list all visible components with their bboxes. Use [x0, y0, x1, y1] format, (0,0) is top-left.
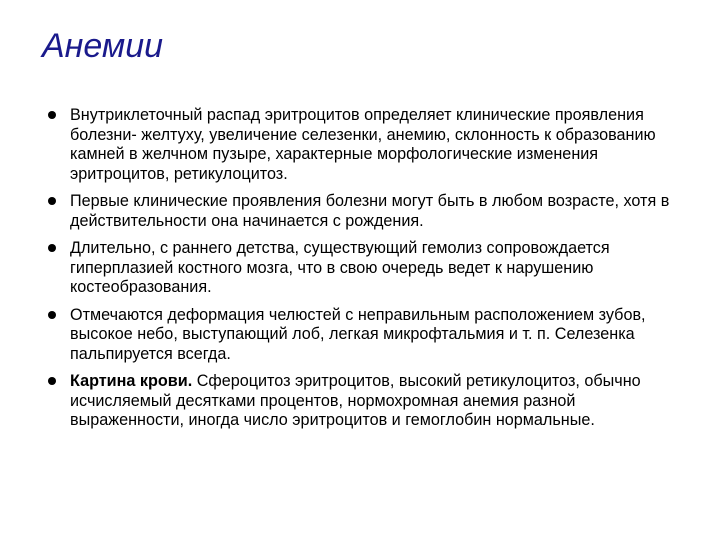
bullet-text: Внутриклеточный распад эритроцитов определяет клинические проявления болезни- желтуху, увеличение селезенки, анемию, склонность к образованию камней в желчном пузыре, характерные морфологические изменения эритроцитов, ретикулоцитоз. [70, 106, 656, 183]
bullet-item [48, 306, 678, 365]
bullet-text: Сфероцитоз эритроцитов, высокий ретикулоцитоз, обычно исчисляемый десятками процентов, нормохромная анемия разной выраженности, иногда число эритроцитов и гемоглобин нормальные. [70, 372, 641, 429]
bullet-list [48, 106, 678, 439]
bullet-dot-icon [48, 244, 56, 252]
bullet-text: Длительно, с раннего детства, существующий гемолиз сопровождается гиперплазией костного мозга, что в свою очередь ведет к нарушению костеобразования. [70, 239, 610, 296]
bullet-item [48, 106, 678, 184]
bullet-dot-icon [48, 197, 56, 205]
bullet-dot-icon [48, 111, 56, 119]
bullet-dot-icon [48, 377, 56, 385]
bullet-lead: Картина крови. [70, 372, 193, 390]
bullet-item [48, 239, 678, 298]
bullet-item [48, 192, 678, 231]
bullet-text: Первые клинические проявления болезни могут быть в любом возрасте, хотя в действительности она начинается с рождения. [70, 192, 670, 230]
slide-title: Анемии [42, 27, 164, 65]
bullet-item [48, 372, 678, 431]
bullet-text: Отмечаются деформация челюстей с неправильным расположением зубов, высокое небо, выступающий лоб, легкая микрофтальмия и т. п. Селезенка пальпируется всегда. [70, 305, 646, 363]
bullet-dot-icon [48, 311, 56, 319]
